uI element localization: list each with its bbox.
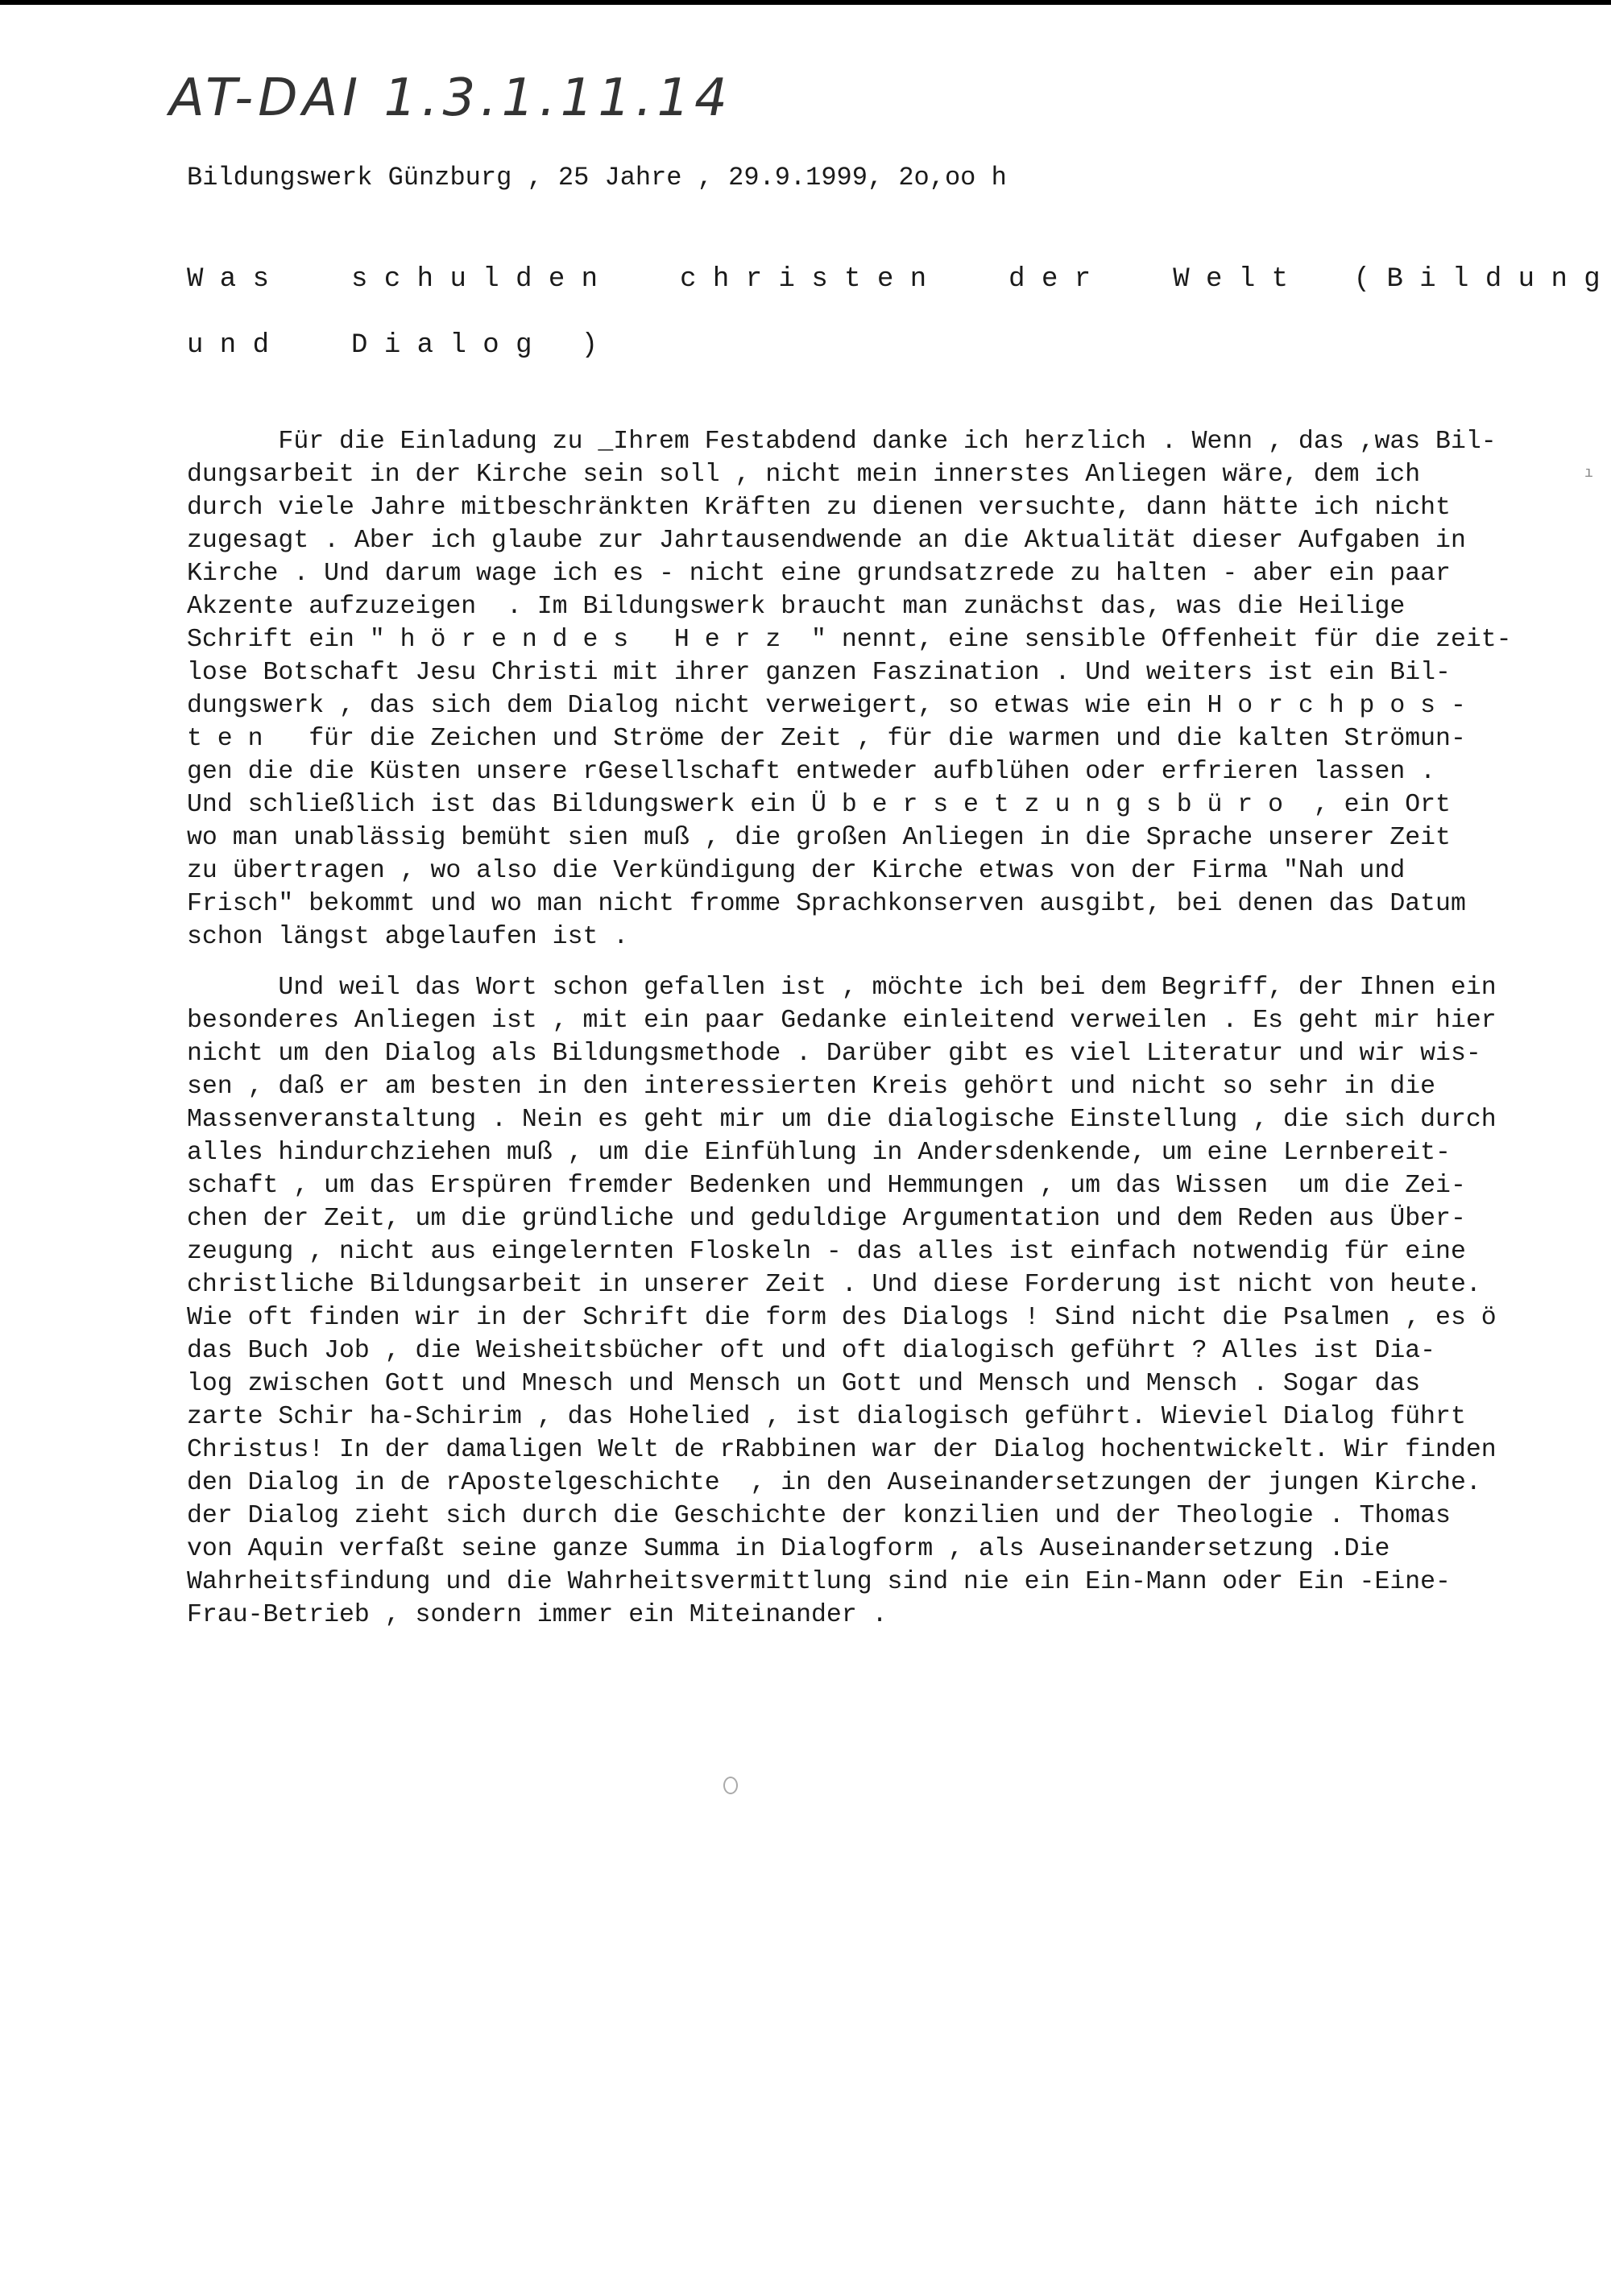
paragraph-2 bbox=[187, 971, 1572, 1632]
text-line: Und weil das Wort schon gefallen ist , möchte ich bei dem Begriff, der Ihnen ein bbox=[187, 974, 1497, 1002]
paragraph-1 bbox=[187, 425, 1572, 954]
text-line: Frau-Betrieb , sondern immer ein Miteinander . bbox=[187, 1601, 888, 1629]
text-line: Wahrheitsfindung und die Wahrheitsvermittlung sind nie ein Ein-Mann oder Ein -Eine- bbox=[187, 1568, 1451, 1596]
text-line: Akzente aufzuzeigen . Im Bildungswerk braucht man zunächst das, was die Heilige bbox=[187, 593, 1406, 621]
text-line: schaft , um das Erspüren fremder Bedenken und Hemmungen , um das Wissen um die Zei- bbox=[187, 1172, 1466, 1200]
top-border-line bbox=[0, 0, 1611, 5]
title-line-1: W a s s c h u l d e n c h r i s t e n d e r W e l t ( B i l d u n g bbox=[187, 264, 1601, 295]
text-line: Massenveranstaltung . Nein es geht mir um die dialogische Einstellung , die sich durch bbox=[187, 1106, 1497, 1134]
text-line: dungswerk , das sich dem Dialog nicht verweigert, so etwas wie ein H o r c h p o s - bbox=[187, 692, 1466, 720]
text-line: Für die Einladung zu _Ihrem Festabdend danke ich herzlich . Wenn , das ,was Bil- bbox=[187, 428, 1497, 456]
margin-mark: ı bbox=[1584, 465, 1593, 482]
text-line: nicht um den Dialog als Bildungsmethode . Darüber gibt es viel Literatur und wir wis- bbox=[187, 1040, 1481, 1068]
stray-ring-mark bbox=[723, 1777, 738, 1794]
text-line: alles hindurchziehen muß , um die Einfühlung in Andersdenkende, um eine Lernbereit- bbox=[187, 1139, 1451, 1167]
text-line: t e n für die Zeichen und Ströme der Zeit , für die warmen und die kalten Strömun- bbox=[187, 725, 1466, 753]
text-line: zugesagt . Aber ich glaube zur Jahrtausendwende an die Aktualität dieser Aufgaben in bbox=[187, 527, 1466, 555]
text-line: dungsarbeit in der Kirche sein soll , nicht mein innerstes Anliegen wäre, dem ich bbox=[187, 461, 1421, 489]
text-line: besonderes Anliegen ist , mit ein paar Gedanke einleitend verweilen . Es geht mir hier bbox=[187, 1007, 1497, 1035]
text-line: das Buch Job , die Weisheitsbücher oft und oft dialogisch geführt ? Alles ist Dia- bbox=[187, 1337, 1436, 1365]
text-line: zu übertragen , wo also die Verkündigung der Kirche etwas von der Firma "Nah und bbox=[187, 857, 1406, 885]
text-line: log zwischen Gott und Mnesch und Mensch un Gott und Mensch und Mensch . Sogar das bbox=[187, 1370, 1421, 1398]
text-line: zarte Schir ha-Schirim , das Hohelied , ist dialogisch geführt. Wieviel Dialog führt bbox=[187, 1403, 1466, 1431]
text-line: Kirche . Und darum wage ich es - nicht eine grundsatzrede zu halten - aber ein paar bbox=[187, 560, 1451, 588]
text-line: den Dialog in de rApostelgeschichte , in den Auseinandersetzungen der jungen Kirche. bbox=[187, 1469, 1481, 1497]
text-line: Wie oft finden wir in der Schrift die form des Dialogs ! Sind nicht die Psalmen , es ö bbox=[187, 1304, 1497, 1332]
text-line: sen , daß er am besten in den interessierten Kreis gehört und nicht so sehr in die bbox=[187, 1073, 1436, 1101]
text-line: Frisch" bekommt und wo man nicht fromme Sprachkonserven ausgibt, bei denen das Datum bbox=[187, 890, 1466, 918]
text-line: gen die die Küsten unsere rGesellschaft entweder aufblühen oder erfrieren lassen . bbox=[187, 758, 1436, 786]
text-line: chen der Zeit, um die gründliche und geduldige Argumentation und dem Reden aus Über- bbox=[187, 1205, 1466, 1233]
text-line: von Aquin verfaßt seine ganze Summa in Dialogform , als Auseinandersetzung .Die bbox=[187, 1535, 1390, 1563]
text-line: lose Botschaft Jesu Christi mit ihrer ganzen Faszination . Und weiters ist ein Bil- bbox=[187, 659, 1451, 687]
text-line: durch viele Jahre mitbeschränkten Kräften zu dienen versuchte, dann hätte ich nicht bbox=[187, 494, 1451, 522]
text-line: der Dialog zieht sich durch die Geschichte der konzilien und der Theologie . Thomas bbox=[187, 1502, 1451, 1530]
text-line: wo man unablässig bemüht sien muß , die großen Anliegen in die Sprache unserer Zeit bbox=[187, 824, 1451, 852]
text-line: Schrift ein " h ö r e n d e s H e r z " nennt, eine sensible Offenheit für die zeit- bbox=[187, 626, 1512, 654]
text-line: schon längst abgelaufen ist . bbox=[187, 923, 629, 951]
text-line: Und schließlich ist das Bildungswerk ein Ü b e r s e t z u n g s b ü r o , ein Ort bbox=[187, 791, 1451, 819]
archive-reference-handwritten: AT-DAI 1.3.1.11.14 bbox=[169, 68, 732, 128]
text-line: Christus! In der damaligen Welt de rRabbinen war der Dialog hochentwickelt. Wir finden bbox=[187, 1436, 1497, 1464]
text-line: zeugung , nicht aus eingelernten Floskeln - das alles ist einfach notwendig für eine bbox=[187, 1238, 1466, 1266]
document-header: Bildungswerk Günzburg , 25 Jahre , 29.9.1999, 2o,oo h bbox=[187, 163, 1007, 192]
title-line-2: u n d D i a l o g ) bbox=[187, 330, 598, 361]
text-line: christliche Bildungsarbeit in unserer Zeit . Und diese Forderung ist nicht von heute. bbox=[187, 1271, 1481, 1299]
